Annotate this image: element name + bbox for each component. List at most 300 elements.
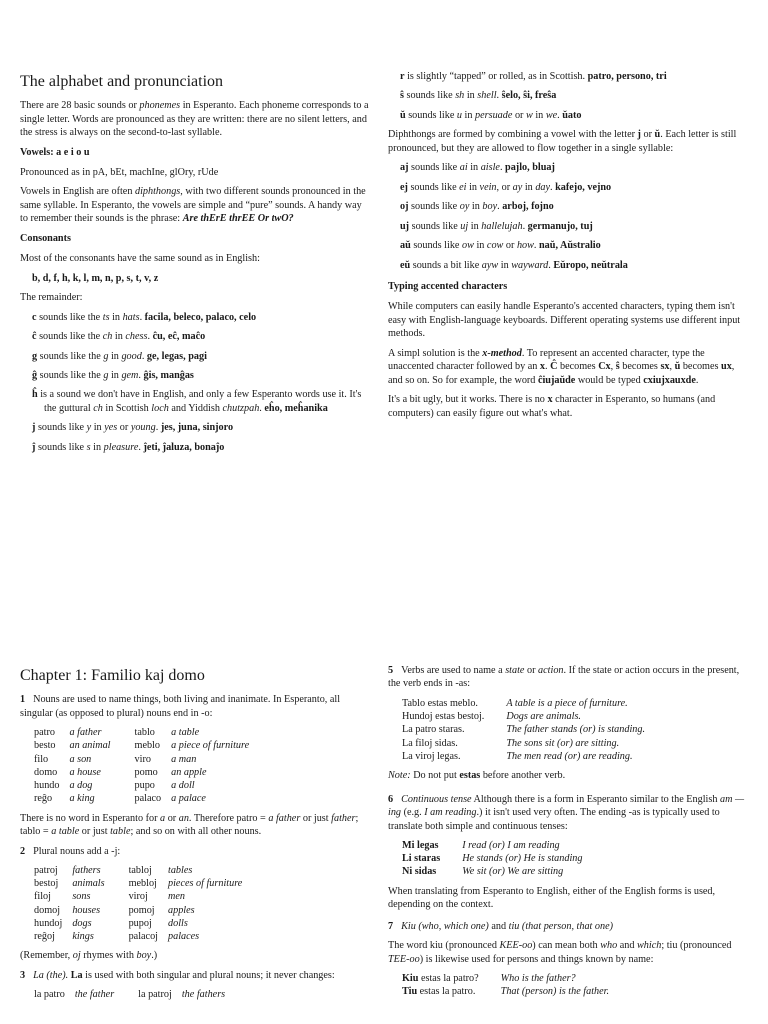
text-run: 7 — [388, 920, 394, 932]
text-run: . — [155, 422, 161, 434]
text-run: in — [468, 220, 482, 232]
esperanto-word: besto — [34, 740, 56, 752]
text-run: gem — [121, 369, 139, 381]
text-run: , — [669, 361, 675, 373]
diphthong-item — [400, 181, 750, 194]
text-run: a table — [51, 826, 80, 838]
text-run: is used with both singular and plural nouns; it never changes: — [82, 969, 335, 981]
singular-nouns-table — [34, 726, 259, 806]
table-row — [402, 852, 592, 865]
text-run: r — [400, 71, 405, 82]
text-run: , and so on. So for example, the word — [388, 361, 735, 386]
text-run: shell — [477, 90, 497, 102]
typing-paragraph-3 — [388, 393, 750, 420]
table-row — [34, 917, 252, 930]
table-row — [402, 750, 655, 763]
typing-paragraph-1: While computers can easily handle Esperanto's accented characters, typing them isn't easy with English-language keyboards. Different operating systems use different input methods. — [388, 301, 741, 340]
esperanto-word: meblo — [134, 740, 160, 752]
text-run: ĉu, eĉ, maĉo — [152, 331, 206, 343]
text-run: ay — [512, 181, 523, 193]
paragraph-7b — [388, 939, 750, 966]
text-run: Nouns are used to name things, both living and inanimate. In Esperanto, all singular (as opposed to plural) nouns end in -o: — [20, 694, 341, 719]
text-run: persuade — [475, 109, 513, 121]
table-row — [34, 792, 259, 805]
text-run: . — [497, 201, 503, 213]
text-run: 1 — [20, 694, 26, 706]
english-gloss: sons — [72, 891, 91, 903]
esperanto-word: Ni sidas — [402, 866, 437, 878]
text-run: ayw — [481, 259, 499, 271]
english-gloss: kings — [72, 931, 94, 943]
text-run: a — [160, 812, 166, 824]
text-run: ) can mean both — [532, 940, 601, 952]
text-run: . — [139, 311, 145, 323]
text-run: ĉiujaŭde — [537, 374, 576, 386]
text-run: or — [524, 665, 539, 676]
text-run: eĥo, meĥanika — [264, 402, 328, 414]
text-run: .) it isn't used very often. The ending -as is typically used to translate both simple and continuous tenses: — [388, 807, 720, 832]
text-run: sounds like the — [37, 350, 104, 362]
kiu-tiu-table — [402, 972, 619, 999]
text-run: g — [32, 350, 38, 362]
text-run: sounds like — [403, 90, 456, 102]
table-row — [34, 864, 252, 877]
text-run: character in Esperanto, so humans (and computers) can easily figure out what's what. — [388, 394, 716, 419]
text-run: ch — [93, 402, 103, 414]
text-run: patro, persono, tri — [587, 71, 667, 82]
text-run: x — [539, 361, 545, 373]
text-run: am —ing — [388, 793, 745, 819]
esperanto-word: patro — [34, 727, 55, 739]
text-run: . — [141, 350, 147, 362]
text-run: Note: — [388, 770, 411, 782]
english-gloss: palaces — [168, 931, 200, 943]
table-row — [402, 697, 655, 710]
text-run: . — [496, 90, 502, 102]
table-row — [34, 739, 259, 752]
typing-paragraph-2 — [388, 347, 750, 387]
text-run: j — [32, 422, 36, 434]
text-run: or just — [300, 812, 332, 824]
chapter-1-section-continued — [388, 664, 750, 1004]
esperanto-word: Kiu estas la patro? — [402, 972, 479, 984]
text-run: ei — [459, 181, 467, 193]
consonant-sound-item — [32, 441, 372, 454]
text-run: Vowels in English are often — [20, 186, 135, 198]
text-run: hallelujah — [481, 220, 523, 232]
text-run: Ĉ — [550, 361, 558, 373]
text-run: vein — [479, 181, 497, 193]
diphthong-list — [388, 161, 750, 272]
text-run: KEE-oo — [499, 940, 533, 952]
english-gloss: a man — [171, 753, 197, 765]
text-run: cow — [486, 240, 504, 252]
table-row — [402, 723, 655, 736]
text-run: sounds like — [35, 422, 87, 434]
text-run: La — [70, 969, 83, 981]
text-run: sounds like — [408, 162, 460, 174]
text-run: ej — [400, 181, 408, 193]
text-run: sh — [455, 90, 465, 102]
text-run: diphthongs — [134, 186, 181, 198]
paragraph-7 — [388, 920, 750, 933]
consonant-sound-item — [400, 70, 750, 83]
text-run: chutzpah — [222, 402, 260, 414]
text-run: in — [466, 181, 480, 193]
text-run: becomes — [557, 361, 599, 373]
english-gloss: dolls — [168, 917, 188, 929]
paragraph-1 — [20, 693, 372, 720]
english-gloss: tables — [168, 864, 193, 876]
intro-paragraph — [20, 99, 372, 139]
text-run: sounds like — [409, 220, 461, 232]
text-run: who — [600, 940, 618, 952]
text-run: ĥ — [32, 389, 38, 401]
esperanto-word: pupoj — [128, 917, 152, 929]
text-run: aj — [400, 162, 409, 174]
english-gloss: an apple — [171, 766, 207, 778]
english-gloss: a father — [69, 727, 102, 739]
table-row — [34, 877, 252, 890]
consonant-sound-item — [32, 421, 372, 434]
text-run: action — [538, 665, 564, 676]
alphabet-section-continued — [388, 70, 750, 426]
english-gloss: The father stands (or) is standing. — [506, 724, 646, 736]
text-run: is slightly “tapped” or rolled, as in Scottish. — [404, 71, 588, 82]
esperanto-word: tablo — [134, 727, 155, 739]
esperanto-word: mebloj — [128, 878, 157, 890]
esperanto-word: domoj — [34, 904, 61, 916]
esperanto-word: patroj — [34, 864, 58, 876]
text-run: and — [617, 940, 637, 952]
english-gloss: a son — [69, 753, 92, 765]
text-run: . Each letter is still pronounced, but they are allowed to flow together in a single syllable: — [388, 129, 737, 154]
esperanto-word: filo — [34, 753, 49, 765]
text-run: ; tablo = — [20, 812, 359, 838]
table-row — [34, 766, 259, 779]
consonants-same-paragraph: Most of the consonants have the same sound as in English: — [20, 253, 260, 265]
paragraph-6 — [388, 793, 750, 833]
english-gloss: a king — [69, 793, 95, 805]
typing-heading: Typing accented characters — [388, 280, 508, 292]
text-run: It's a bit ugly, but it works. There is no — [388, 394, 548, 406]
esperanto-word: Hundoj estas bestoj. — [402, 711, 485, 723]
text-run: pajlo, bluaj — [505, 162, 555, 174]
text-run: sounds like — [405, 109, 457, 121]
remainder-label: The remainder: — [20, 292, 83, 304]
text-run: chess — [125, 331, 148, 343]
alphabet-section — [20, 72, 372, 460]
text-run: (e.g. — [401, 807, 425, 819]
text-run: Although there is a form in Esperanto similar to the English — [471, 793, 720, 805]
esperanto-word: bestoj — [34, 878, 59, 890]
text-run: sounds like — [407, 181, 460, 193]
text-run: becomes — [619, 361, 661, 373]
text-run: in — [498, 259, 512, 271]
english-gloss: a table — [171, 727, 200, 739]
text-run: . — [548, 259, 554, 271]
chapter-1-section — [20, 666, 372, 1008]
text-run: in — [464, 90, 478, 102]
english-gloss: Who is the father? — [500, 972, 576, 984]
table-row — [402, 737, 655, 750]
english-gloss: Dogs are animals. — [506, 711, 581, 723]
text-run: kafejo, vejno — [555, 181, 612, 193]
text-run: in Esperanto. Each phoneme corresponds to a single letter. Words are pronounced as they are written: there are no silent letters, and the stress is always on the second-to-last syllable. — [20, 100, 369, 139]
esperanto-word: reĝoj — [34, 931, 55, 943]
english-gloss: dogs — [72, 917, 92, 929]
text-run: Plural nouns add a -j: — [33, 845, 121, 857]
english-gloss: a house — [69, 766, 101, 778]
text-run: , with two different sounds pronounced in the same syllable. In Esperanto, the vowels are simple and “pure” sounds. A handy way to remember their sounds is the phrase: — [20, 186, 366, 225]
text-run: is a sound we don't have in English, and only a few Esperanto words use it. It's the guttural — [37, 389, 362, 414]
english-gloss: an animal — [69, 740, 111, 752]
text-run: ĝis, manĝas — [143, 369, 194, 381]
section-title-alphabet: The alphabet and pronunciation — [20, 73, 224, 90]
english-gloss: I read (or) I am reading — [462, 839, 560, 851]
paragraph-5 — [388, 664, 750, 691]
table-row — [402, 972, 619, 985]
text-run: ŝ — [400, 90, 404, 102]
text-run: tiu (that person, that one) — [508, 920, 614, 932]
text-run: in — [109, 311, 123, 323]
text-run: facila, beleco, palaco, celo — [144, 311, 257, 323]
paragraph-6b: When translating from Esperanto to English, either of the English forms is used, depending on the context. — [388, 885, 716, 911]
text-run: in — [90, 441, 104, 453]
esperanto-word: pupo — [134, 780, 155, 792]
consonants-heading: Consonants — [20, 232, 71, 244]
vowels-pronunciation: Pronounced as in pA, bEt, machIne, glOry, rUde — [20, 167, 219, 178]
text-run: ĉ — [32, 331, 37, 343]
text-run: in — [532, 109, 546, 121]
esperanto-word: la patro — [34, 989, 65, 1001]
text-run: ; and so on with all other nouns. — [130, 826, 262, 838]
text-run: ŝelo, ŝi, freŝa — [501, 90, 557, 102]
esperanto-word: Tablo estas meblo. — [402, 697, 478, 709]
text-run: g — [103, 369, 109, 381]
esperanto-word: Li staras — [402, 853, 441, 865]
text-run: . — [550, 181, 556, 193]
text-run: x — [547, 394, 553, 406]
esperanto-word: Tiu estas la patro. — [402, 986, 476, 998]
consonant-sound-item — [32, 369, 372, 382]
estas-note — [388, 769, 750, 782]
english-gloss: fathers — [72, 864, 101, 876]
text-run: . — [138, 441, 144, 453]
text-run: how — [516, 240, 534, 252]
english-gloss: The sons sit (or) are sitting. — [506, 737, 620, 749]
table-row — [34, 988, 235, 1001]
consonant-sound-item — [32, 350, 372, 363]
text-run: Diphthongs are formed by combining a vowel with the letter — [388, 129, 638, 141]
text-run: Are thErE thrEE Or twO? — [182, 213, 294, 225]
text-run: and — [488, 920, 509, 932]
chapter-title: Chapter 1: Familio kaj domo — [20, 667, 205, 684]
esperanto-word: la patroj — [138, 989, 172, 1001]
text-run: we — [545, 109, 558, 121]
table-row — [34, 930, 252, 943]
text-run: . — [522, 220, 528, 232]
text-run: sounds like the — [36, 311, 103, 323]
text-run: yes — [104, 422, 118, 434]
esperanto-word: viroj — [128, 891, 148, 903]
table-row — [402, 865, 592, 878]
text-run: or — [165, 812, 179, 824]
text-run: ch — [102, 331, 113, 343]
text-run: . — [544, 361, 551, 373]
text-run: Continuous tense — [401, 793, 472, 805]
text-run: w — [525, 109, 533, 121]
table-row — [402, 710, 655, 723]
esperanto-word: La viroj legas. — [402, 750, 461, 762]
text-run: sounds like — [408, 201, 460, 213]
text-run: an — [178, 812, 189, 824]
text-run: which — [636, 940, 662, 952]
esperanto-word: palaco — [134, 793, 162, 805]
consonant-sound-item — [400, 89, 750, 102]
text-run: uj — [400, 220, 410, 232]
text-run: . — [259, 402, 265, 414]
text-run: loch — [151, 402, 169, 414]
text-run: . — [147, 331, 153, 343]
diphthong-item — [400, 239, 750, 252]
text-run: boy — [136, 950, 152, 962]
text-run: in — [108, 350, 122, 362]
plural-nouns-table — [34, 864, 252, 944]
text-run: ĝ — [32, 369, 38, 381]
text-run: La (the). — [33, 969, 69, 981]
text-run: ux — [721, 361, 732, 373]
table-row — [402, 839, 592, 852]
text-run: in — [108, 369, 122, 381]
text-run: sounds a bit like — [410, 259, 482, 271]
text-run: .) — [151, 950, 158, 962]
text-run: ts — [102, 311, 110, 323]
text-run: phonemes — [139, 100, 181, 112]
text-run: in — [91, 422, 105, 434]
text-run: 5 — [388, 665, 394, 676]
text-run: . To represent an accented character, type the unaccented character followed by an — [388, 347, 705, 373]
english-gloss: The men read (or) are reading. — [506, 750, 633, 762]
text-run: ŭato — [562, 109, 582, 121]
text-run: . Therefore patro = — [188, 812, 269, 824]
table-row — [34, 726, 259, 739]
text-run: in — [522, 181, 536, 193]
esperanto-word: La filoj sidas. — [402, 737, 458, 749]
paragraph-1b — [20, 812, 372, 839]
table-row — [34, 779, 259, 792]
text-run: uj — [460, 220, 469, 232]
consonant-sound-item — [32, 388, 372, 415]
text-run: becomes — [680, 361, 722, 373]
text-run: in — [112, 331, 126, 343]
text-run: and Yiddish — [168, 402, 223, 414]
diphthong-item — [400, 220, 750, 233]
esperanto-word: viro — [134, 753, 151, 765]
table-row — [34, 890, 252, 903]
text-run: ĵeti, ĵaluza, bonaĵo — [143, 441, 225, 453]
text-run: 6 — [388, 793, 394, 805]
verbs-table — [402, 697, 655, 763]
text-run: hats — [122, 311, 140, 323]
english-gloss: He stands (or) He is standing — [462, 853, 583, 865]
text-run: A simpl solution is the — [388, 347, 483, 359]
paragraph-3 — [20, 969, 372, 982]
text-run: g — [103, 350, 109, 362]
text-run: ŭ — [654, 129, 661, 141]
text-run: There is no word in Esperanto for — [20, 812, 161, 824]
text-run: eŭ — [400, 259, 411, 271]
text-run: The word kiu (pronounced — [388, 940, 500, 952]
text-run: table — [110, 826, 131, 838]
text-run: cxiujxauxde — [643, 374, 696, 386]
text-run: oj — [72, 950, 81, 962]
english-gloss: a piece of furniture — [171, 740, 250, 752]
text-run: ŭ — [400, 109, 406, 121]
esperanto-word: tabloj — [128, 864, 152, 876]
consonant-sound-item — [400, 109, 750, 122]
text-run: sounds like the — [37, 369, 104, 381]
text-run: u — [456, 109, 462, 121]
text-run: boy — [482, 201, 498, 213]
esperanto-word: La patro staras. — [402, 724, 465, 736]
text-run: . If the state or action occurs in the present, the verb ends in -as: — [388, 665, 740, 690]
text-run: in Scottish — [102, 402, 152, 414]
paragraph-2 — [20, 845, 372, 858]
text-run: ow — [462, 240, 474, 252]
la-example-table — [34, 988, 235, 1001]
text-run: . — [557, 109, 563, 121]
text-run: estas — [459, 770, 481, 782]
text-run: , or — [496, 181, 513, 193]
text-run: . — [138, 369, 144, 381]
text-run: aŭ — [400, 240, 411, 252]
text-run: oj — [400, 201, 409, 213]
esperanto-word: pomo — [134, 766, 158, 778]
text-run: ; tiu (pronounced — [661, 940, 732, 952]
text-run: or — [640, 129, 655, 141]
vowels-english-paragraph — [20, 185, 372, 225]
text-run: sx — [660, 361, 670, 373]
text-run: ĵ — [32, 441, 36, 453]
text-run: in — [469, 201, 483, 213]
text-run: or — [117, 422, 131, 434]
text-run: naŭ, Aŭstralio — [539, 240, 601, 252]
text-run: sounds like the — [36, 331, 103, 343]
text-run: ge, legas, pagi — [146, 350, 207, 362]
text-run: would be typed — [575, 374, 644, 386]
text-run: pleasure — [103, 441, 139, 453]
vowels-heading: Vowels: a e i o u — [20, 146, 90, 158]
text-run: before another verb. — [480, 770, 566, 782]
esperanto-word: hundo — [34, 780, 60, 792]
text-run: germanujo, tuj — [527, 220, 593, 232]
esperanto-word: reĝo — [34, 793, 53, 805]
text-run: in — [467, 162, 481, 174]
english-gloss: That (person) is the father. — [500, 986, 610, 998]
text-run: x-method — [482, 347, 522, 359]
esperanto-word: filoj — [34, 891, 51, 903]
esperanto-word: palacoj — [128, 931, 158, 943]
english-gloss: the fathers — [181, 989, 226, 1001]
text-run: There are 28 basic sounds or — [20, 100, 140, 112]
consonant-sound-list-continued — [388, 70, 750, 122]
table-row — [402, 985, 619, 998]
text-run: ŭ — [674, 361, 681, 373]
diphthong-item — [400, 161, 750, 174]
text-run: good — [121, 350, 142, 362]
text-run: sounds like — [410, 240, 462, 252]
